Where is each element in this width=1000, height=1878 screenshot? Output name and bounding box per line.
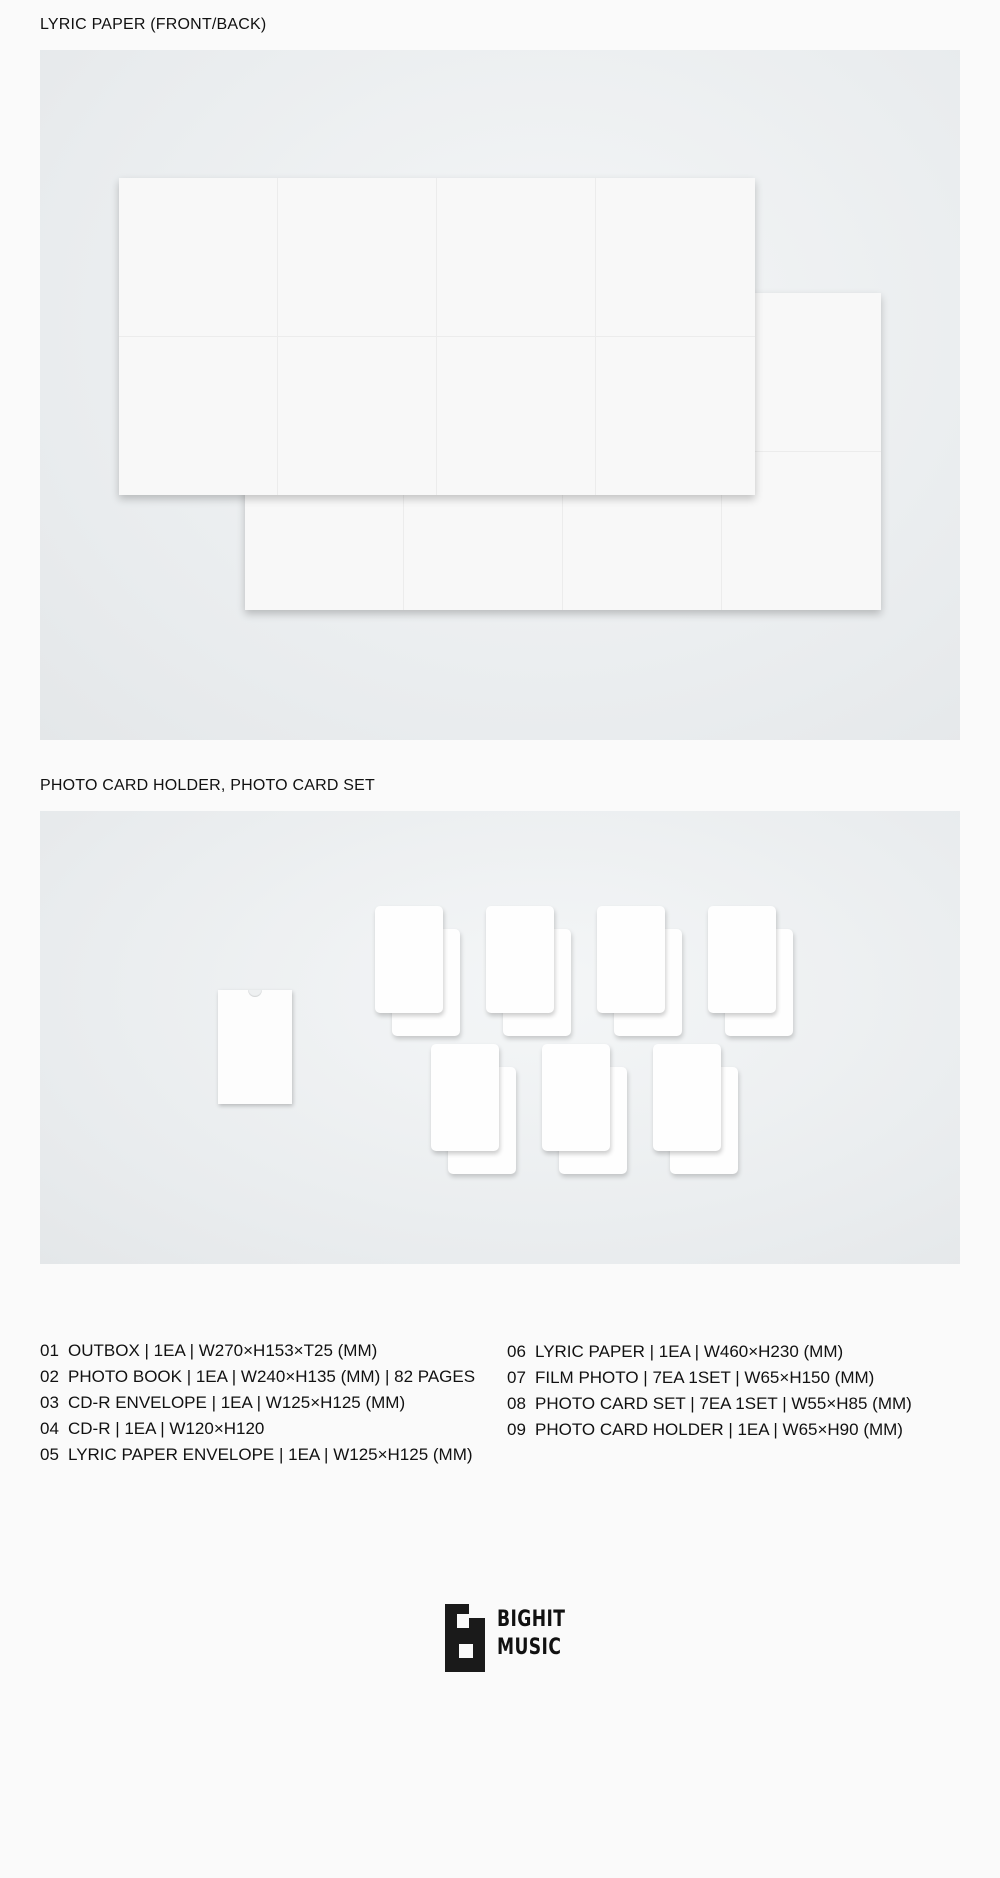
list-item: 02 PHOTO BOOK | 1EA | W240×H135 (MM) | 82 PAGES [40, 1367, 476, 1386]
photo-card [597, 906, 665, 1013]
photo-card [375, 906, 443, 1013]
list-item: 05 LYRIC PAPER ENVELOPE | 1EA | W125×H125 (MM) [40, 1445, 473, 1464]
lyric-paper-image [40, 50, 960, 740]
lyric-paper-front-sheet [119, 178, 755, 495]
section-title-photo-card: PHOTO CARD HOLDER, PHOTO CARD SET [40, 777, 375, 794]
photo-card [486, 906, 554, 1013]
list-item: 03 CD-R ENVELOPE | 1EA | W125×H125 (MM) [40, 1393, 406, 1412]
bighit-logo-icon [445, 1604, 487, 1672]
list-item: 07 FILM PHOTO | 7EA 1SET | W65×H150 (MM) [507, 1368, 875, 1387]
item-list-left [40, 1338, 475, 1468]
bighit-music-logo [445, 1604, 575, 1674]
logo-wordmark: BIGHIT MUSIC [497, 1607, 566, 1660]
photo-card [542, 1044, 610, 1151]
photo-card-image [40, 811, 960, 1264]
photo-card [431, 1044, 499, 1151]
list-item: 06 LYRIC PAPER | 1EA | W460×H230 (MM) [507, 1342, 844, 1361]
list-item: 08 PHOTO CARD SET | 7EA 1SET | W55×H85 (MM) [507, 1394, 912, 1413]
photo-card [653, 1044, 721, 1151]
list-item: 04 CD-R | 1EA | W120×H120 [40, 1419, 265, 1438]
section-title-lyric-paper: LYRIC PAPER (FRONT/BACK) [40, 16, 267, 33]
item-list-right [507, 1339, 912, 1443]
list-item: 09 PHOTO CARD HOLDER | 1EA | W65×H90 (MM) [507, 1420, 903, 1439]
list-item: 01 OUTBOX | 1EA | W270×H153×T25 (MM) [40, 1341, 378, 1360]
photo-card [708, 906, 776, 1013]
photo-card-holder [218, 990, 292, 1104]
